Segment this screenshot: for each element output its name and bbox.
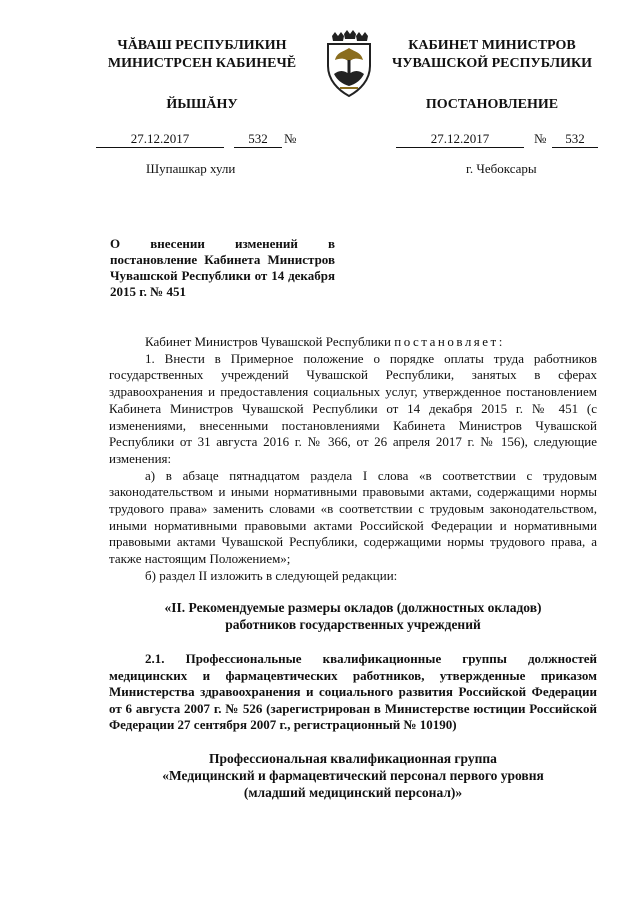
section-title <box>109 599 597 633</box>
right-number: 532 <box>552 131 598 148</box>
subsection-2-1: 2.1. Профессиональные квалификационные группы должностей медицинских и фармацевтических работников, утвержденные приказом Министерства здравоохранения и социального развития Российской Федерации от 6 августа 2007 г. № 526 (зарегистрирован в Министерстве юстиции Российской Федерации 27 сентября 2007 г., регистрационный № 10190) <box>109 651 597 732</box>
section-title-line2: работников государственных учреждений <box>225 617 481 632</box>
left-number: 532 <box>234 131 282 148</box>
right-date: 27.12.2017 <box>396 131 524 148</box>
intro-text: Кабинет Министров Чувашской Республики <box>145 334 391 349</box>
header-right-line2: ЧУВАШСКОЙ РЕСПУБЛИКИ <box>391 56 593 71</box>
coat-of-arms-icon <box>318 30 380 100</box>
left-number-sign: № <box>284 131 297 146</box>
intro-decree-word: постановляет: <box>394 334 505 349</box>
group-line2: «Медицинский и фармацевтический персонал первого уровня <box>162 768 544 783</box>
document-body <box>109 334 597 585</box>
qualification-group-heading <box>109 750 597 801</box>
paragraph-b: б) раздел II изложить в следующей редакции: <box>145 567 398 583</box>
header-right-org <box>382 37 602 73</box>
group-line3: (младший медицинский персонал)» <box>243 785 463 800</box>
intro-paragraph <box>109 334 597 351</box>
header-left-org <box>82 37 322 73</box>
group-line1: Профессиональная квалификационная группа <box>209 751 497 766</box>
header-left-line1: ЧĂВАШ РЕСПУБЛИКИН <box>117 38 287 53</box>
section-title-line1: «II. Рекомендуемые размеры окладов (должностных окладов) <box>164 600 542 615</box>
paragraph-1: 1. Внести в Примерное положение о порядке оплаты труда работников государственных учреждений Чувашской Республики, занятых в сферах здравоохранения и предоставления социальных услуг, утвержденное постановлением Кабинета Министров Чувашской Республики от 14 декабря 2015 г. № 451 (с изменениями, внесенными постановлениями Кабинета Министров Чувашской Республики от 31 августа 2016 г. № 366, от 26 апреля 2017 г. № 156), следующие изменения: <box>109 350 597 466</box>
doc-type-left: ЙЫШĂНУ <box>166 97 238 112</box>
header-right-line1: КАБИНЕТ МИНИСТРОВ <box>408 38 576 53</box>
left-date: 27.12.2017 <box>96 131 224 148</box>
coat-of-arms-emblem <box>318 30 380 100</box>
document-subject: О внесении изменений в постановление Кабинета Министров Чувашской Республики от 14 декабря 2015 г. № 451 <box>110 236 335 299</box>
right-number-sign: № <box>534 131 547 146</box>
doc-type-right: ПОСТАНОВЛЕНИЕ <box>425 97 559 112</box>
left-city: Шупашкар хули <box>146 161 236 176</box>
right-city: г. Чебоксары <box>466 161 537 176</box>
paragraph-a: а) в абзаце пятнадцатом раздела I слова «в соответствии с трудовым законодательством и иными нормативными правовыми актами, содержащими нормы трудового права» заменить словами «в соответствии с трудовым законодательством, иными нормативными правовыми актами Российской Федерации и нормативными правовыми актами Чувашской Республики, содержащими нормы трудового права, а также настоящим Положением»; <box>109 467 597 567</box>
header-left-line2: МИНИСТРСЕН КАБИНЕЧĔ <box>107 56 297 71</box>
